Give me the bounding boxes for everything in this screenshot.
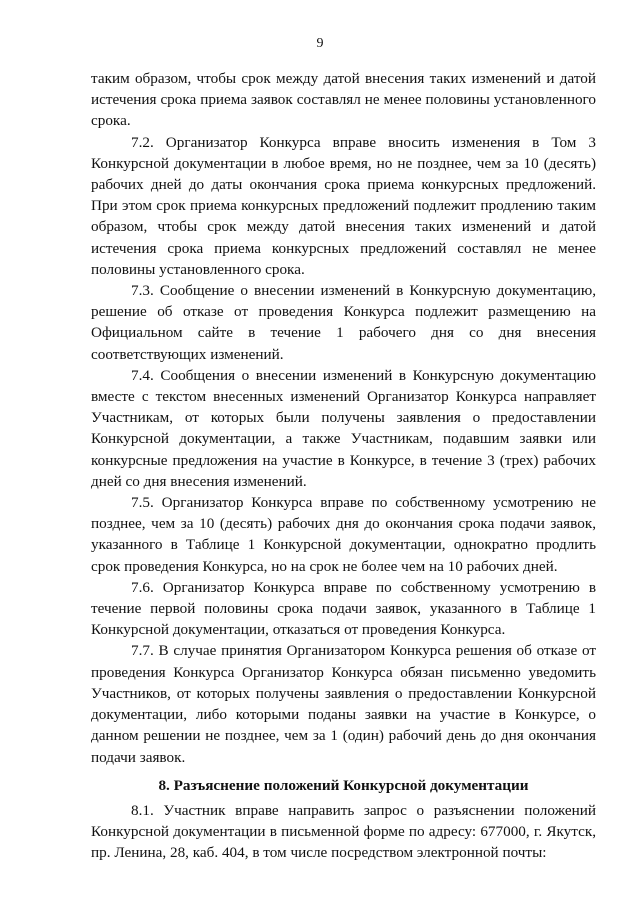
section-7-paragraph: 7.4. Сообщения о внесении изменений в Конкурсную документацию вместе с текстом внесенных изменений Организатор Конкурса направляет Участникам, от которых были получены заявления о предоставлении Конкурсной документации, а также Участникам, подавшим заявки или конкурсные предложения на участие в Конкурсе, в течение 3 (трех) рабочих дней со дня внесения изменений. <box>91 366 596 490</box>
section-7-paragraph: 7.2. Организатор Конкурса вправе вносить изменения в Том 3 Конкурсной документации в любое время, но не позднее, чем за 10 (десять) рабочих дней до даты окончания срока приема конкурсных предложений. При этом срок приема конкурсных предложений подлежит продлению таким образом, чтобы срок между датой внесения таких изменений и датой истечения срока приема конкурсных предложений составлял не менее половины установленного срока. <box>91 133 596 278</box>
section-8-paragraph: 8.1. Участник вправе направить запрос о разъяснении положений Конкурсной документации в письменной форме по адресу: 677000, г. Якутск, пр. Ленина, 28, каб. 404, в том числе посредством электронной почты: <box>91 801 596 862</box>
section-7-continuation <box>91 68 596 768</box>
section-7-paragraph: 7.3. Сообщение о внесении изменений в Конкурсную документацию, решение об отказе от проведения Конкурса подлежит размещению на Официальном сайте в течение 1 рабочего дня со дня внесения соответствующих изменений. <box>91 282 596 363</box>
section-7-paragraph: 7.5. Организатор Конкурса вправе по собственному усмотрению не позднее, чем за 10 (десять) рабочих дня до окончания срока подачи заявок, указанного в Таблице 1 Конкурсной документации, однократно продлить срок проведения Конкурса, но на срок не более чем на 10 рабочих дней. <box>91 494 596 575</box>
section-7-paragraph: 7.7. В случае принятия Организатором Конкурса решения об отказе от проведения Конкурса Организатор Конкурса обязан письменно уведомить Участников, от которых получены заявления о предоставлении Конкурсной документации, либо которыми поданы заявки на участие в Конкурсе, о данном решении не позднее, чем за 1 (один) рабочий день до дня окончания подачи заявок. <box>91 642 596 766</box>
section-8-body <box>91 800 596 864</box>
document-body <box>91 68 596 864</box>
section-7-paragraph: таким образом, чтобы срок между датой внесения таких изменений и датой истечения срока приема заявок составлял не менее половины установленного срока. <box>91 70 596 130</box>
page-number: 9 <box>316 36 324 51</box>
section-heading: 8. Разъяснение положений Конкурсной документации <box>158 776 529 794</box>
section-7-paragraph: 7.6. Организатор Конкурса вправе по собственному усмотрению в течение первой половины срока подачи заявок, указанного в Таблице 1 Конкурсной документации, отказаться от проведения Конкурса. <box>91 578 596 639</box>
